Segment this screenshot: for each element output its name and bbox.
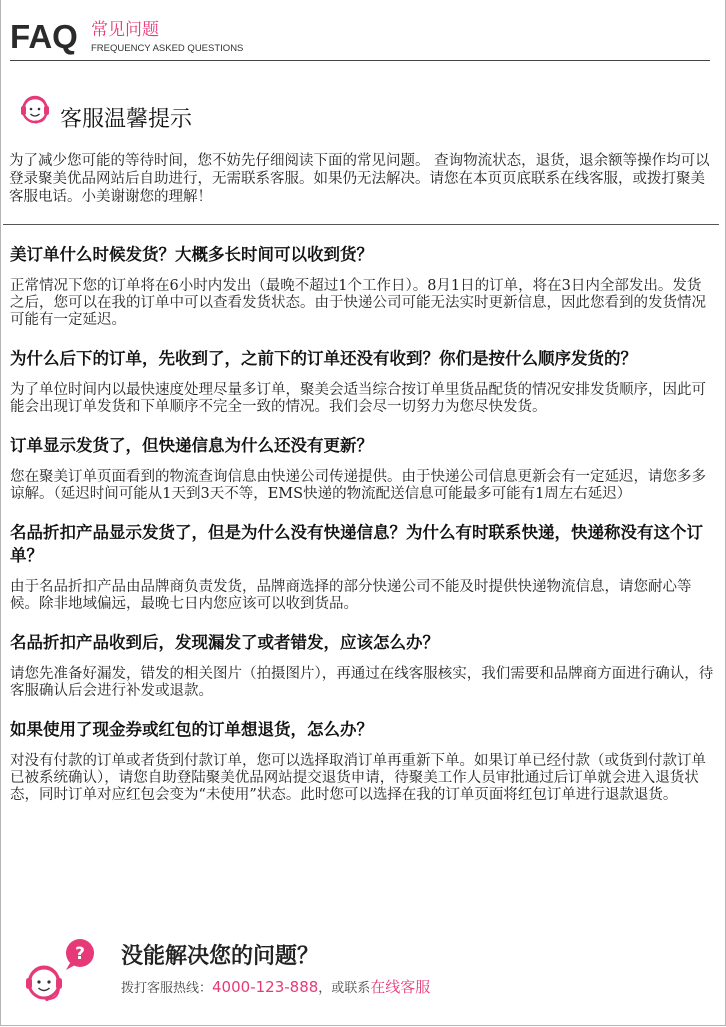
customer-service-question-icon	[22, 939, 102, 1009]
footer-contact-line	[121, 977, 430, 999]
section-divider	[3, 224, 719, 225]
faq-answer: 请您先准备好漏发，错发的相关图片（拍摄图片），再通过在线客服核实，我们需要和品牌商方面进行确认，待客服确认后会进行补发或退款。	[10, 666, 714, 699]
faq-answer: 您在聚美订单页面看到的物流查询信息由快递公司传递提供。由于快递公司信息更新会有一定延迟，请您多多谅解。（延迟时间可能从1天到3天不等，EMS快递的物流配送信息可能最多可能有1周左右延迟）	[10, 469, 706, 502]
question-mark: ?	[75, 944, 85, 964]
or-contact-label: ，或联系	[318, 981, 371, 996]
faq-question: 为什么后下的订单，先收到了，之前下的订单还没有收到？你们是按什么顺序发货的？	[10, 349, 637, 368]
faq-list	[10, 243, 714, 822]
faq-question: 美订单什么时候发货？大概多长时间可以收到货？	[10, 245, 373, 264]
help-mascot	[22, 939, 102, 1009]
faq-answer: 对没有付款的订单或者货到付款订单，您可以选择取消订单再重新下单。如果订单已经付款（或货到付款订单已被系统确认），请您自助登陆聚美优品网站提交退货申请，待聚美工作人员审批通过后订单就会进入退货状态，同时订单对应红包会变为“未使用”状态。此时您可以选择在我的订单页面将红包订单进行退款退货。	[10, 753, 706, 803]
faq-answer: 正常情况下您的订单将在6小时内发出（最晚不超过1个工作日）。8月1日的订单，将在3日内全部发出。发货之后，您可以在我的订单中可以查看发货状态。由于快递公司可能无法实时更新信息，因此您看到的发货情况可能有一定延迟。	[10, 278, 706, 328]
faq-answer: 由于名品折扣产品由品牌商负责发货，品牌商选择的部分快递公司不能及时提供快递物流信息，请您耐心等候。除非地域偏远，最晚七日内您应该可以收到货品。	[10, 579, 692, 612]
notice-text: 为了减少您可能的等待时间，您不妨先仔细阅读下面的常见问题。 查询物流状态，退货，退余额等操作均可以登录聚美优品网站后自助进行，无需联系客服。如果仍无法解决。请您在本页页底联系在线客服，或拨打聚美客服电话。小美谢谢您的理解！	[9, 153, 710, 205]
faq-question: 如果使用了现金券或红包的订单想退货，怎么办？	[10, 720, 373, 739]
faq-question: 名品折扣产品显示发货了，但是为什么没有快递信息？为什么有时联系快递，快递称没有这个订单？	[10, 523, 703, 565]
customer-service-icon	[15, 89, 55, 129]
faq-logo-text: FAQ	[10, 18, 78, 55]
online-service-link[interactable]: 在线客服	[370, 978, 431, 996]
faq-question: 名品折扣产品收到后，发现漏发了或者错发，应该怎么办？	[10, 633, 439, 652]
header-divider	[10, 60, 710, 61]
hotline-label: 拨打客服热线：	[121, 981, 213, 996]
header-title-en: FREQUENCY ASKED QUESTIONS	[91, 43, 244, 54]
faq-question: 订单显示发货了，但快递信息为什么还没有更新？	[10, 436, 373, 455]
hotline-number-link[interactable]: 4000-123-888	[212, 978, 319, 996]
header-title-cn: 常见问题	[91, 20, 159, 40]
notice-title: 客服温馨提示	[60, 107, 193, 132]
faq-answer: 为了单位时间内以最快速度处理尽量多订单，聚美会适当综合按订单里货品配货的情况安排发货顺序，因此可能会出现订单发货和下单顺序不完全一致的情况。我们会尽一切努力为您尽快发货。	[10, 382, 706, 415]
footer-title: 没能解决您的问题？	[121, 944, 320, 969]
